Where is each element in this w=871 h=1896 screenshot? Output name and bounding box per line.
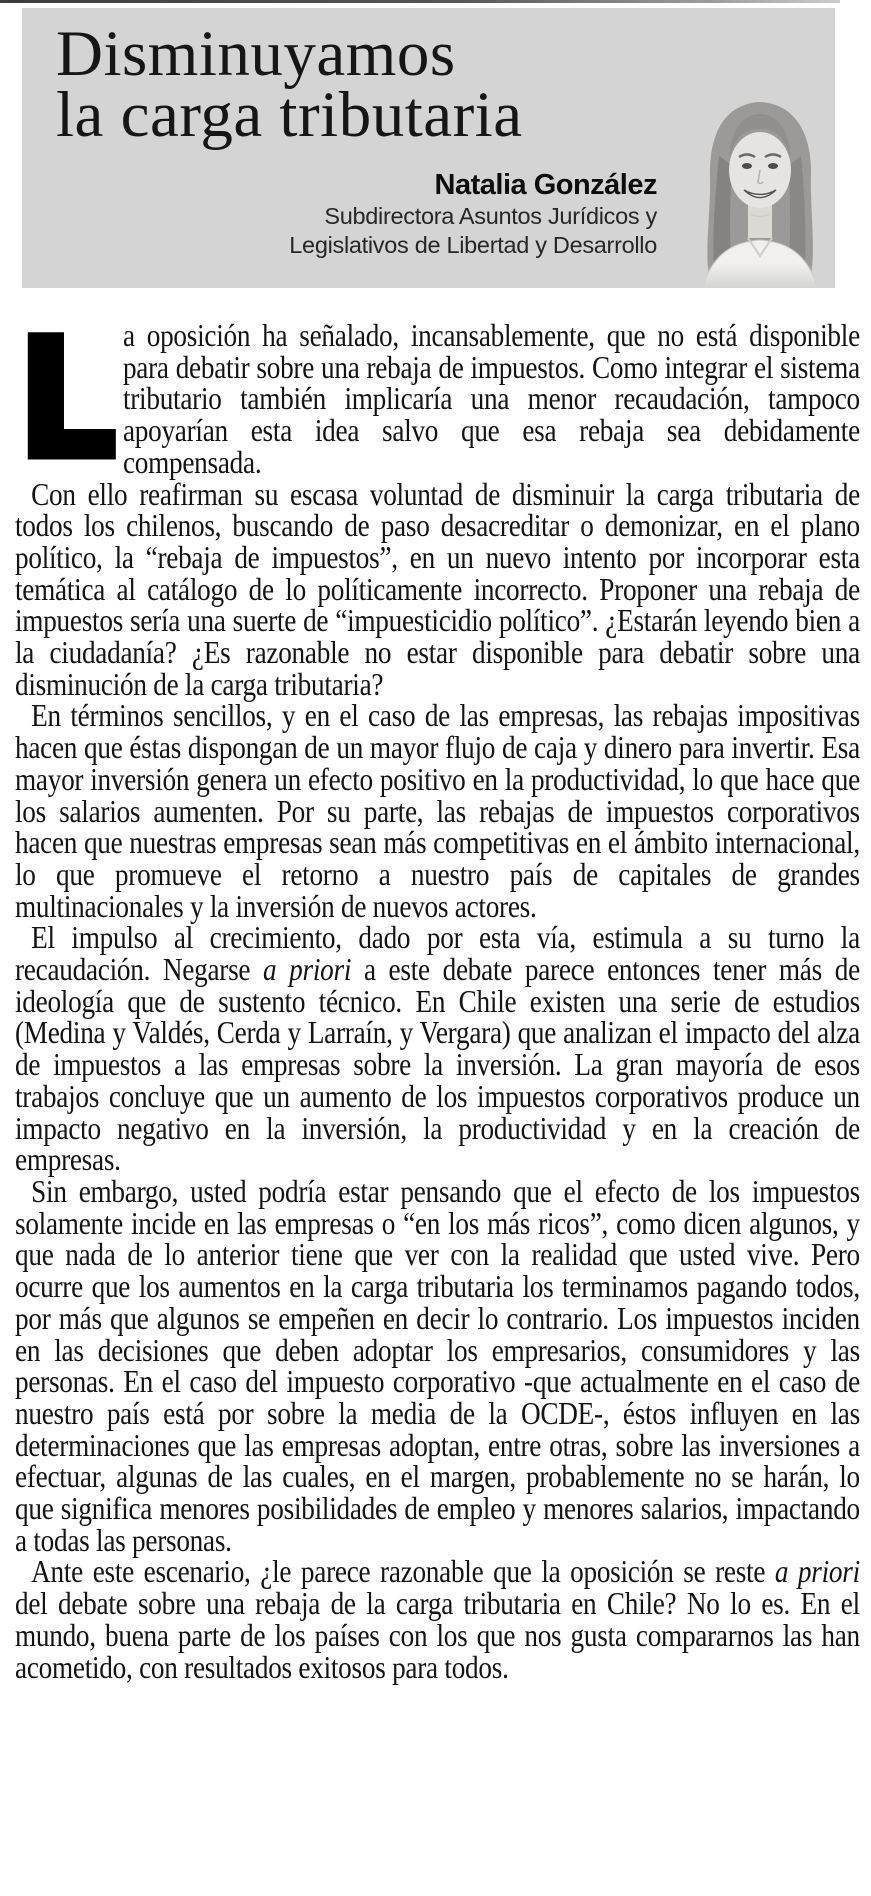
top-rule — [0, 0, 840, 3]
headline-line: Disminuyamos — [56, 18, 456, 90]
author-photo — [685, 96, 835, 288]
body-text: del debate sobre una rebaja de la carga tributaria en Chile? No lo es. En el mundo, buena parte de los países con los que nos gusta compararnos las han acometido, con resultados exitosos para todos. — [15, 1585, 860, 1685]
body-text: Sin embargo, usted podría estar pensando que el efecto de los impuestos solamente incide en las empresas o “en los más ricos”, como dicen algunos, y que nada de lo anterior tiene que ver con la realidad que usted vive. Pero ocurre que los aumentos en la carga tributaria los terminamos pagando todos, por más que algunos se empeñen en decir lo contrario. Los impuestos inciden en las decisiones que deben adoptar los empresarios, consumidores y las personas. En el caso del impuesto corporativo -que actualmente en el caso de nuestro país está por sobre la media de la OCDE-, éstos influyen en las determinaciones que las empresas adoptan, entre otras, sobre las inversiones a efectuar, algunas de las cuales, en el margen, probablemente no se harán, lo que significa menores posibilidades de empleo y menores salarios, impactando a todas las personas. — [15, 1172, 860, 1558]
body-text: Con ello reafirman su escasa voluntad de disminuir la carga tributaria de todos los chilenos, buscando de paso desacreditar o demonizar, en el plano político, la “rebaja de impuestos”, en un nuevo intento por incorporar esta temática al catálogo de lo políticamente incorrecto. Proponer una rebaja de impuestos sería una suerte de “impuesticidio político”. ¿Estarán leyendo bien a la ciudadanía? ¿Es razonable no estar disponible para debatir sobre una disminución de la carga tributaria? — [15, 475, 860, 702]
body-text: En términos sencillos, y en el caso de las empresas, las rebajas impositivas hacen que éstas dispongan de un mayor flujo de caja y dinero para invertir. Esa mayor inversión genera un efecto positivo en la productividad, lo que hace que los salarios aumenten. Por su parte, las rebajas de impuestos corporativos hacen que nuestras empresas sean más competitivas en el ámbito internacional, lo que promueve el retorno a nuestro país de capitales de grandes multinacionales y la inversión de nuevos actores. — [15, 697, 860, 924]
paragraph — [15, 475, 860, 702]
paragraph — [15, 697, 860, 924]
paragraph — [15, 919, 860, 1178]
paragraph — [15, 1553, 860, 1685]
body-text: a este debate parece entonces tener más de ideología que de sustento técnico. En Chile existen una serie de estudios (Medina y Valdés, Cerda y Larraín, y Vergara) que analizan el impacto del alza de impuestos a las empresas sobre la inversión. La gran mayoría de esos trabajos concluye que un aumento de los impuestos corporativos produce un impacto negativo en la inversión, la productividad y en la creación de empresas. — [15, 951, 860, 1178]
paragraph — [15, 1172, 860, 1558]
page-title — [56, 18, 523, 151]
body-text: Ante este escenario, ¿le parece razonable que la oposición se reste — [31, 1553, 775, 1590]
author-role-line: Subdirectora Asuntos Jurídicos y — [324, 203, 657, 229]
italic-text: a priori — [263, 951, 352, 988]
body-text: a oposición ha señalado, incansablemente, que no está disponible para debatir sobre una rebaja de impuestos. Como integrar el sistema tributario también implicaría una menor recaudación, tampoco apoyarían esta idea salvo que esa rebaja sea debidamente compensada. — [122, 317, 860, 480]
body-text: El impulso al crecimiento, dado por esta vía, estimula a su turno la recaudación. Negarse — [15, 919, 860, 988]
article-body — [15, 303, 860, 1685]
headline-line: la carga tributaria — [56, 79, 523, 151]
paragraph — [15, 303, 860, 495]
article-header — [22, 8, 835, 288]
italic-text: a priori — [774, 1553, 860, 1590]
author-name: Natalia González — [434, 169, 657, 201]
author-role-line: Legislativos de Libertad y Desarrollo — [289, 232, 657, 258]
byline-block — [289, 168, 657, 260]
drop-cap: L — [16, 303, 117, 495]
